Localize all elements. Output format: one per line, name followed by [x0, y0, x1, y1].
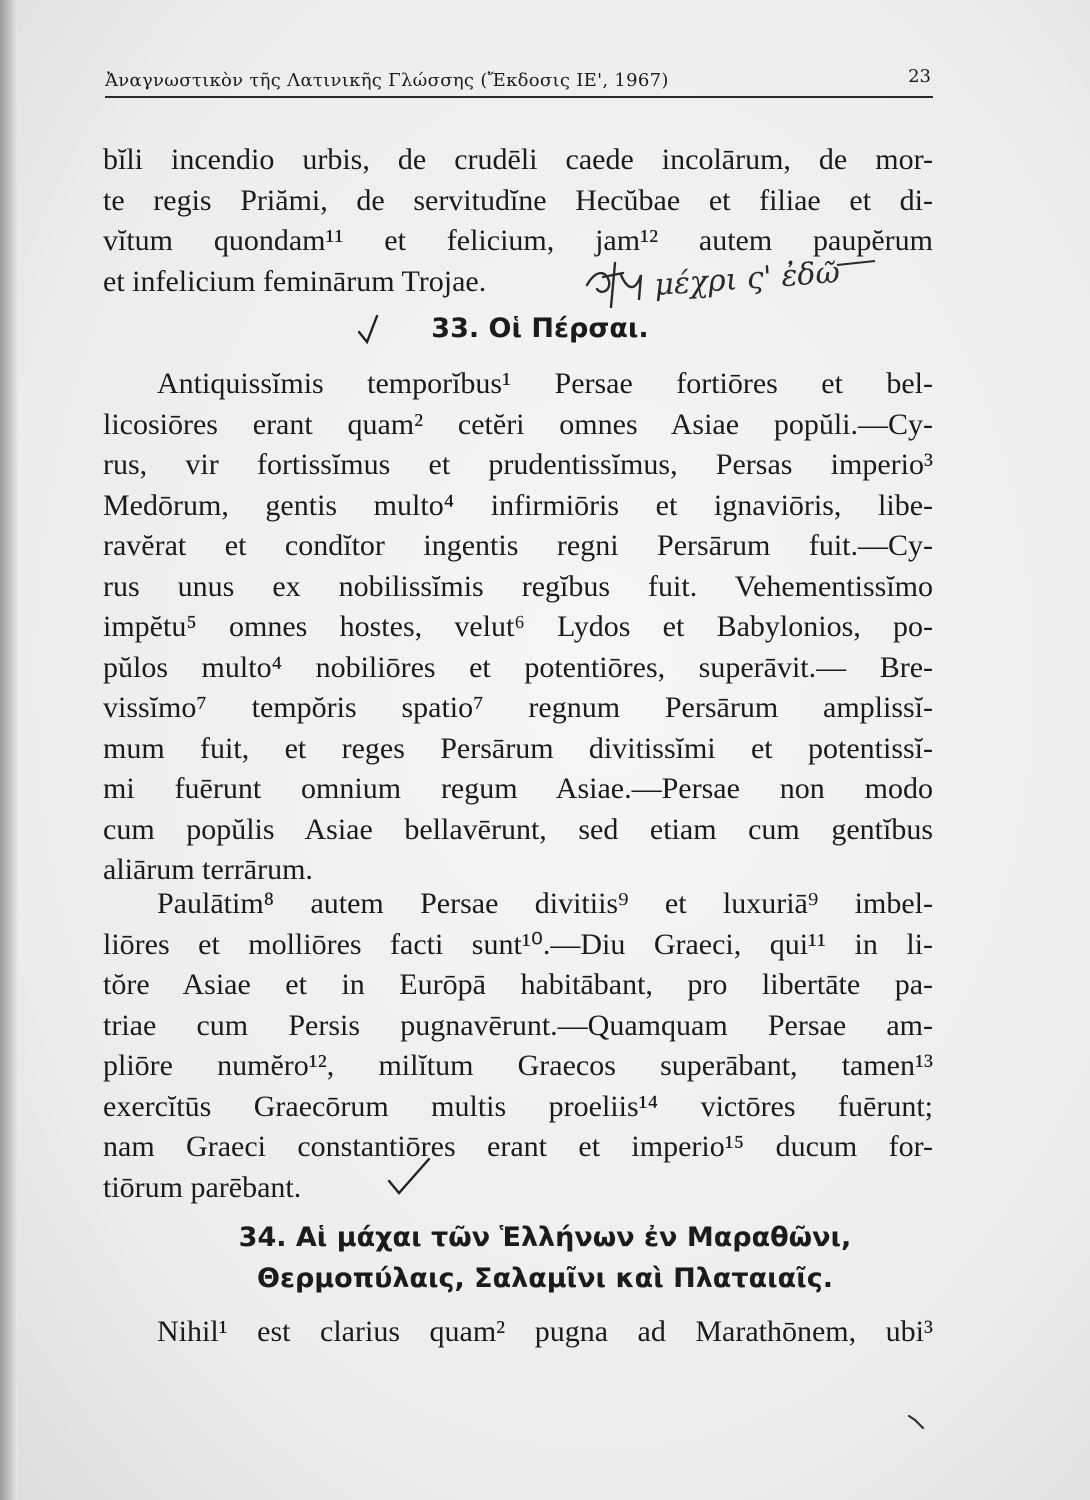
- book-title: Ἀναγνωστικὸν τῆς Λατινικῆς Γλώσσης (Ἔκδοσις ΙΕ', 1967): [105, 70, 669, 91]
- text-line: aliārum terrārum.: [103, 853, 313, 886]
- text-line: liōres et molliōres facti sunt¹⁰.—Diu Graeci, qui¹¹ in li-: [103, 927, 933, 961]
- text-line: exercĭtūs Graecōrum multis proeliis¹⁴ victōres fuērunt;: [103, 1089, 933, 1123]
- text-line: Nihil¹ est clarius quam² pugna ad Marathōnem, ubi³: [157, 1315, 933, 1348]
- text-line: Medōrum, gentis multo⁴ infirmiōris et ignaviōris, libe-: [103, 488, 933, 522]
- page-number: 23: [908, 66, 931, 87]
- text-line: triae cum Persis pugnavērunt.—Quamquam Persae am-: [103, 1008, 933, 1042]
- text-line: et infelicium feminārum Trojae.: [103, 264, 487, 298]
- text-line: te regis Priămi, de servitudĭne Hecŭbae et filiae et di-: [103, 183, 933, 217]
- text-line: pliōre numĕro¹², milĭtum Graecos superābant, tamen¹³: [103, 1049, 933, 1082]
- section-34-title-line-1: 34. Αἱ μάχαι τῶν Ἑλλήνων ἐν Μαραθῶνι,: [238, 1222, 852, 1253]
- text-line: ravĕrat et condĭtor ingentis regni Persārum fuit.—Cy-: [103, 529, 933, 562]
- text-line: vissĭmo⁷ tempŏris spatio⁷ regnum Persārum amplissĭ-: [103, 691, 933, 724]
- handwritten-note-text: μέχρι ς' ἐδῶ: [653, 255, 842, 303]
- text-line: mi fuērunt omnium regum Asiae.—Persae non modo: [103, 772, 933, 805]
- section-34-paragraph: [103, 1312, 933, 1353]
- running-header: [105, 62, 933, 98]
- checkmark-icon: [385, 1155, 435, 1199]
- text-line: mum fuit, et reges Persārum divitissĭmi et potentissĭ-: [103, 731, 933, 765]
- text-line: pŭlos multo⁴ nobiliōres et potentiōres, superāvit.— Bre-: [103, 650, 933, 684]
- section-33-paragraph-1: [103, 364, 933, 891]
- text-line: bĭli incendio urbis, de crudēli caede incolārum, de mor-: [103, 143, 933, 176]
- text-line: rus unus ex nobilissĭmis regĭbus fuit. Vehementissĭmo: [103, 569, 933, 603]
- text-line: impĕtu⁵ omnes hostes, velut⁶ Lydos et Babylonios, po-: [103, 610, 933, 643]
- section-33-paragraph-2: [103, 884, 933, 1208]
- pencil-mark-icon: [905, 1410, 929, 1434]
- section-33-title: 33. Οἱ Πέρσαι.: [431, 313, 649, 344]
- text-line: licosiōres erant quam² cetĕri omnes Asiae popŭli.—Cy-: [103, 407, 933, 441]
- text-line: tiōrum parēbant.: [103, 1170, 302, 1204]
- text-line: Paulātim⁸ autem Persae divitiis⁹ et luxuriā⁹ imbel-: [157, 887, 933, 920]
- text-line: cum popŭlis Asiae bellavērunt, sed etiam cum gentĭbus: [103, 812, 933, 846]
- section-34-title-line-2: Θερμοπύλαις, Σαλαμῖνι καὶ Πλαταιαῖς.: [257, 1263, 833, 1294]
- text-line: rus, vir fortissĭmus et prudentissĭmus, Persas imperio³: [103, 448, 933, 481]
- text-line: tŏre Asiae et in Eurōpā habitābant, pro libertāte pa-: [103, 968, 933, 1001]
- text-line: nam Graeci constantiōres erant et imperio¹⁵ ducum for-: [103, 1130, 933, 1163]
- text-line: vĭtum quondam¹¹ et felicium, jam¹² autem paupĕrum: [103, 224, 933, 257]
- text-line: Antiquissĭmis temporĭbus¹ Persae fortiōres et bel-: [157, 367, 933, 400]
- handwritten-annotation: [575, 255, 895, 315]
